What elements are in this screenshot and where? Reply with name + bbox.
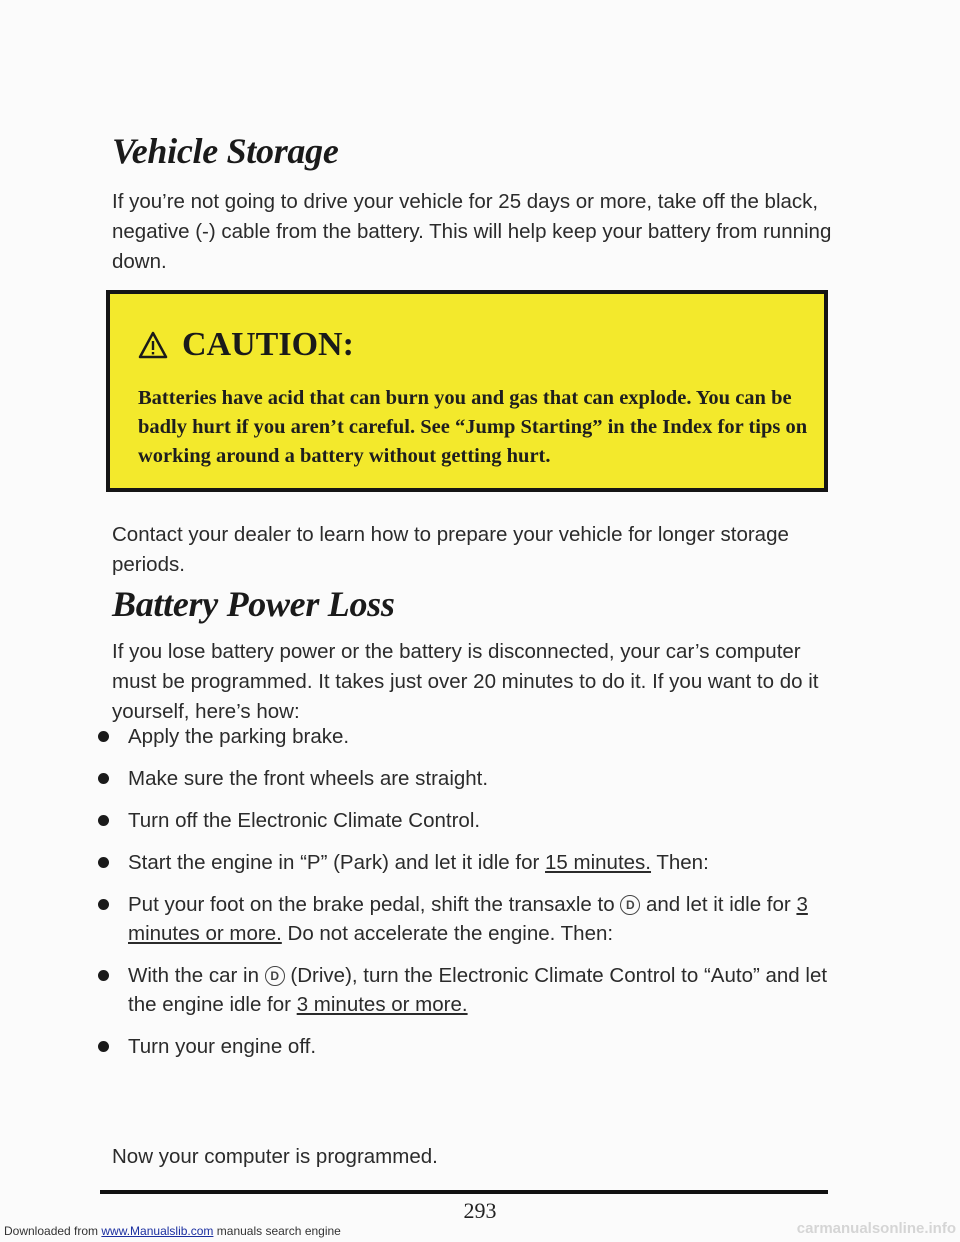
caution-text: Batteries have acid that can burn you and gas that can explode. You can be badly hurt if you aren’t careful. See “Jump Starting” in the Index for tips on working around a battery without getting hurt. [138, 387, 808, 467]
step-text: With the car in [128, 964, 265, 987]
caution-box [106, 290, 828, 492]
watermark: carmanualsonline.info [796, 1220, 956, 1237]
bullet-icon [98, 731, 109, 742]
section-title-vehicle-storage: Vehicle Storage [112, 131, 339, 171]
caution-heading [138, 326, 354, 364]
step-item [90, 722, 850, 751]
download-prefix: Downloaded from [4, 1224, 102, 1238]
bullet-icon [98, 857, 109, 868]
dealer-storage-paragraph: Contact your dealer to learn how to prepare your vehicle for longer storage periods. [112, 523, 789, 576]
step-duration: 3 minutes or more. [128, 893, 808, 945]
step-text: Apply the parking brake. [128, 725, 350, 748]
vehicle-storage-paragraph: If you’re not going to drive your vehicle for 25 days or more, take off the black, negative (-) cable from the battery. This will help keep your battery from running down. [112, 190, 832, 273]
drive-gear-icon: D [265, 966, 285, 986]
step-item [90, 890, 850, 948]
step-duration: 3 minutes or more. [296, 993, 468, 1016]
bullet-icon [98, 815, 109, 826]
step-text: (Drive), turn the Electronic Climate Control to “Auto” and let the engine idle for [128, 964, 828, 1016]
step-text: Put your foot on the brake pedal, shift the transaxle to [128, 893, 621, 916]
step-item [90, 961, 850, 1019]
caution-label: CAUTION: [182, 326, 354, 363]
step-text: Make sure the front wheels are straight. [128, 767, 489, 790]
step-item [90, 848, 850, 877]
step-item [90, 806, 850, 835]
bullet-icon [98, 970, 109, 981]
step-text: Start the engine in “P” (Park) and let it idle for [128, 851, 546, 874]
step-text: Do not accelerate the engine. Then: [281, 922, 614, 945]
step-text: Then: [651, 851, 709, 874]
download-note [4, 1224, 341, 1238]
closing-sentence: Now your computer is programmed. [112, 1145, 438, 1168]
section-title-battery-power-loss: Battery Power Loss [112, 584, 395, 624]
step-text: Turn off the Electronic Climate Control. [128, 809, 481, 832]
bullet-icon [98, 899, 109, 910]
step-text: Turn your engine off. [128, 1035, 317, 1058]
footer-rule [100, 1190, 828, 1194]
warning-triangle-icon [138, 331, 168, 359]
bullet-icon [98, 773, 109, 784]
step-item [90, 1032, 850, 1061]
step-duration: 15 minutes. [545, 851, 652, 874]
bullet-icon [98, 1041, 109, 1052]
page-number: 293 [463, 1198, 497, 1223]
step-item [90, 764, 850, 793]
drive-gear-icon: D [620, 895, 640, 915]
download-suffix: manuals search engine [213, 1224, 341, 1238]
battery-loss-intro: If you lose battery power or the battery is disconnected, your car’s computer must be programmed. It takes just over 20 minutes to do it. If you want to do it yourself, here’s how: [112, 640, 819, 723]
step-text: and let it idle for [640, 893, 797, 916]
programming-steps-list [90, 722, 850, 1061]
manualslib-link[interactable]: www.Manualslib.com [101, 1224, 214, 1238]
